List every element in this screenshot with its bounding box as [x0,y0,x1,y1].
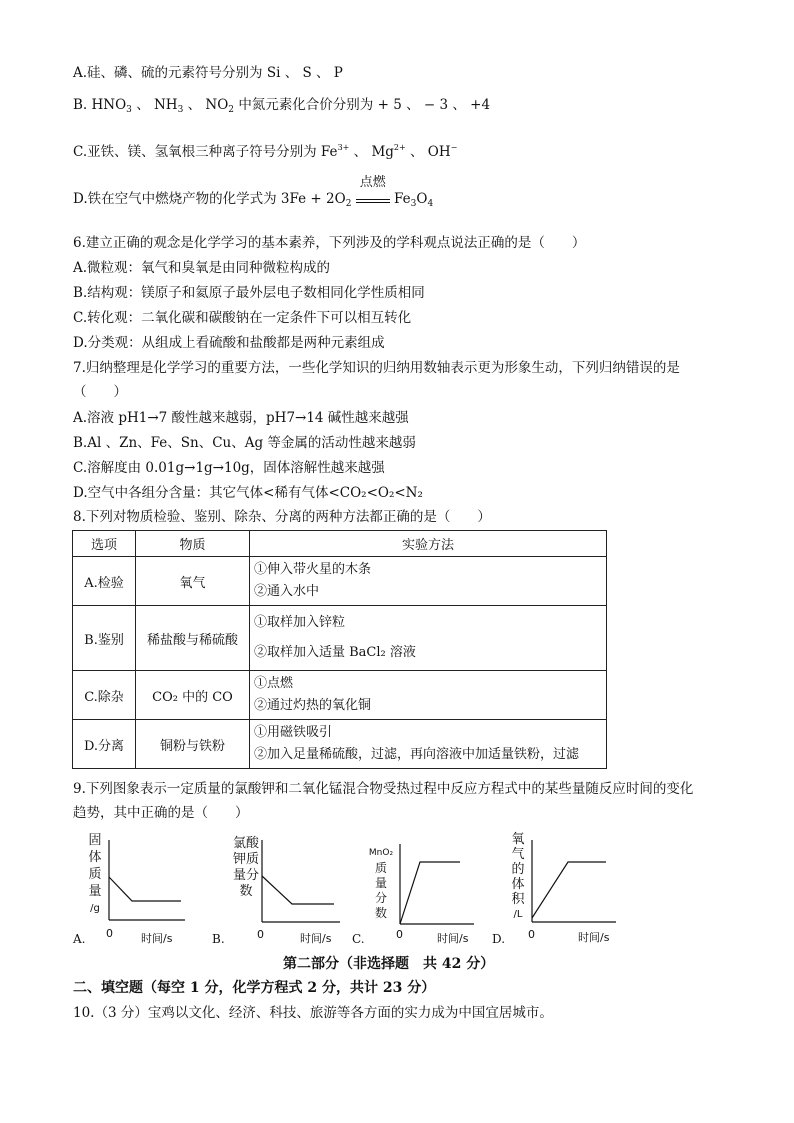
graph-a-origin: 0 [106,927,113,940]
header-method: 实验方法 [250,531,607,557]
graph-d-plot [492,832,622,932]
section-heading: 二、填空题（每空 1 分，化学方程式 2 分，共计 23 分） [73,980,436,996]
row-methods [250,671,607,720]
method-2: ②加入足量稀硫酸，过滤，再向溶液中加适量铁粉，过滤 [254,747,580,762]
graph-a-xlabel: 时间/s [141,932,173,945]
method-1: ①伸入带火星的木条 [254,562,372,577]
graph-b-plot [212,832,347,932]
q6-stem: 6.建立正确的观念是化学学习的基本素养，下列涉及的学科观点说法正确的是（ ） [73,235,586,251]
graph-b-label: B. [212,932,225,946]
graph-c-label: C. [352,932,365,946]
method-1: ①点燃 [254,676,294,691]
table-row [73,671,607,720]
reaction-condition: 点燃 [356,191,390,203]
method-1: ①取样加入锌粒 [254,615,346,630]
graph-d-origin: 0 [528,928,535,941]
row-option: B.鉴别 [73,606,136,671]
q8-stem: 8.下列对物质检验、鉴别、除杂、分离的两种方法都正确的是（ ） [73,509,491,525]
row-substance: 稀盐酸与稀硫酸 [136,606,250,671]
q7-answer-paren: （ ） [73,384,127,400]
graph-b-ylabel: 氯酸 钾质 量分 数 [232,836,259,899]
part2-title: 第二部分（非选择题 共 42 分） [283,956,495,972]
q8-table [72,530,607,769]
graph-c-ylabel: MnO₂ 质 量 分 数 [368,848,394,920]
row-substance: 铜粉与铁粉 [136,720,250,769]
graph-d [492,832,622,947]
method-2: ②通入水中 [254,584,320,599]
q6-option-c: C.转化观：二氧化碳和碳酸钠在一定条件下可以相互转化 [73,310,412,326]
q5-option-d: D.铁在空气中燃烧产物的化学式为 $3Fe + 2O_2$ 点燃 $Fe_3O_4$ [73,175,434,209]
q6-option-d: D.分类观：从组成上看硫酸和盐酸都是两种元素组成 [73,335,385,351]
q10-stem: 10.（3 分）宝鸡以文化、经济、科技、旅游等各方面的实力成为中国宜居城市。 [73,1005,553,1021]
graph-b [212,832,347,947]
method-1: ①用磁铁吸引 [254,725,333,740]
q6-option-b: B.结构观：镁原子和氦原子最外层电子数相同化学性质相同 [73,285,425,301]
row-methods [250,606,607,671]
graph-b-xlabel: 时间/s [300,932,332,945]
q5-option-a: A.硅、磷、硫的元素符号分别为 Si 、 S 、 P [73,65,343,81]
row-option: C.除杂 [73,671,136,720]
q7-option-c: C.溶解度由 0.01g→1g→10g，固体溶解性越来越强 [73,460,385,476]
table-header-row [73,531,607,557]
q9-stem-line1: 9.下列图象表示一定质量的氯酸钾和二氧化锰混合物受热过程中反应方程式中的某些量随反应时间的变化 [73,781,694,797]
graph-d-ylabel: 氧 气 的 体 积 /L [511,832,525,920]
q6-option-a: A.微粒观：氧气和臭氧是由同种微粒构成的 [73,260,331,276]
graph-a-label: A. [73,932,86,946]
graph-d-xlabel: 时间/s [578,931,610,944]
method-2: ②通过灼热的氧化铜 [254,698,372,713]
table-row [73,557,607,606]
graph-b-origin: 0 [257,928,264,941]
table-row [73,606,607,671]
row-methods [250,557,607,606]
header-substance: 物质 [136,531,250,557]
q5-option-b: B. $HNO_3$ 、 $NH_3$ 、 $NO_2$ 中氮元素化合价分别为 + 5 、 − 3 、 +4 [73,97,491,115]
graph-a [73,832,193,947]
q7-option-a: A.溶液 pH1→7 酸性越来越弱，pH7→14 碱性越来越强 [73,410,409,426]
graph-c-plot [352,832,482,932]
method-2: ②取样加入适量 BaCl₂ 溶液 [254,645,416,660]
q9-stem-line2: 趋势，其中正确的是（ ） [73,805,249,821]
graph-d-label: D. [492,932,506,946]
row-option: D.分离 [73,720,136,769]
q7-option-b: B.Al 、Zn、Fe、Sn、Cu、Ag 等金属的活动性越来越弱 [73,435,416,451]
q5-option-c: C.亚铁、镁、氢氧根三种离子符号分别为 $Fe^{3+}$ 、 $Mg^{2+}$ 、 OH− [73,143,458,160]
row-substance: 氧气 [136,557,250,606]
q7-stem: 7.归纳整理是化学学习的重要方法，一些化学知识的归纳用数轴表示更为形象生动，下列归纳错误的是 [73,360,680,376]
q7-option-d: D.空气中各组分含量：其它气体<稀有气体<CO₂<O₂<N₂ [73,485,423,501]
row-option: A.检验 [73,557,136,606]
row-substance: CO₂ 中的 CO [136,671,250,720]
graph-a-ylabel: 固 体 质 量 /g [88,833,102,914]
graph-c-xlabel: 时间/s [437,932,469,945]
graph-c-origin: 0 [396,928,403,941]
row-methods [250,720,607,769]
graph-c [352,832,482,947]
header-option: 选项 [73,531,136,557]
graph-a-plot [73,832,193,932]
table-row [73,720,607,769]
